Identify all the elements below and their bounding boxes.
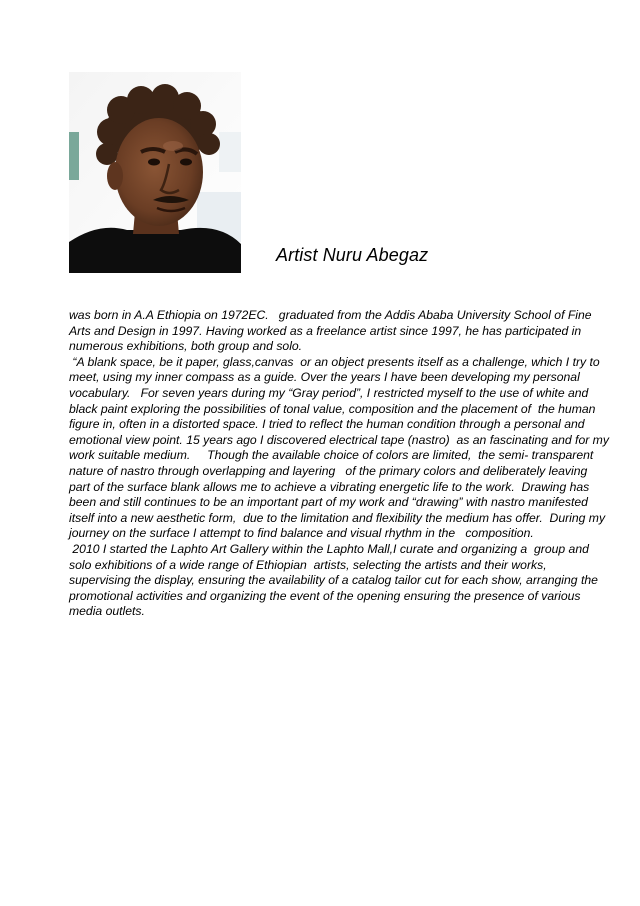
portrait-illustration	[69, 72, 241, 273]
bio-paragraph-intro: was born in A.A Ethiopia on 1972EC. graduated from the Addis Ababa University School of Fine Arts and Design in 1997. Having worked as a freelance artist since 1997, he has participated in numerous exhibitions, both group and solo.	[69, 308, 595, 354]
artist-biography	[69, 308, 613, 620]
artist-portrait-photo	[69, 72, 241, 273]
bio-paragraph-statement: “A blank space, be it paper, glass,canvas or an object presents itself as a challenge, which I try to meet, using my inner compass as a guide. Over the years I have been developing my personal vocabulary. For seven years during my “Gray period”, I restricted myself to the use of white and black paint exploring the possibilities of tonal value, composition and the placement of the human figure in, often in a distorted space. I tried to reflect the human condition through a personal and emotional view point. 15 years ago I discovered electrical tape (nastro) as an fascinating and for my work suitable medium. Though the available choice of colors are limited, the semi- transparent nature of nastro through overlapping and layering of the primary colors and deliberately leaving part of the surface blank allows me to achieve a vibrating energetic life to the work. Drawing has been and still continues to be an important part of my work and “drawing” with nastro manifested itself into a new aesthetic form, due to the limitation and flexibility the medium has offer. During my journey on the surface I attempt to find balance and visual rhythm in the composition.	[69, 354, 613, 541]
artist-name-heading: Artist Nuru Abegaz	[276, 245, 429, 265]
bio-paragraph-gallery: 2010 I started the Laphto Art Gallery within the Laphto Mall,I curate and organizing a group and solo exhibitions of a wide range of Ethiopian artists, selecting the artists and their works, supervising the display, ensuring the availability of a catalog tailor cut for each show, arranging the promotional activities and organizing the event of the opening ensuring the presence of various media outlets.	[69, 541, 602, 619]
